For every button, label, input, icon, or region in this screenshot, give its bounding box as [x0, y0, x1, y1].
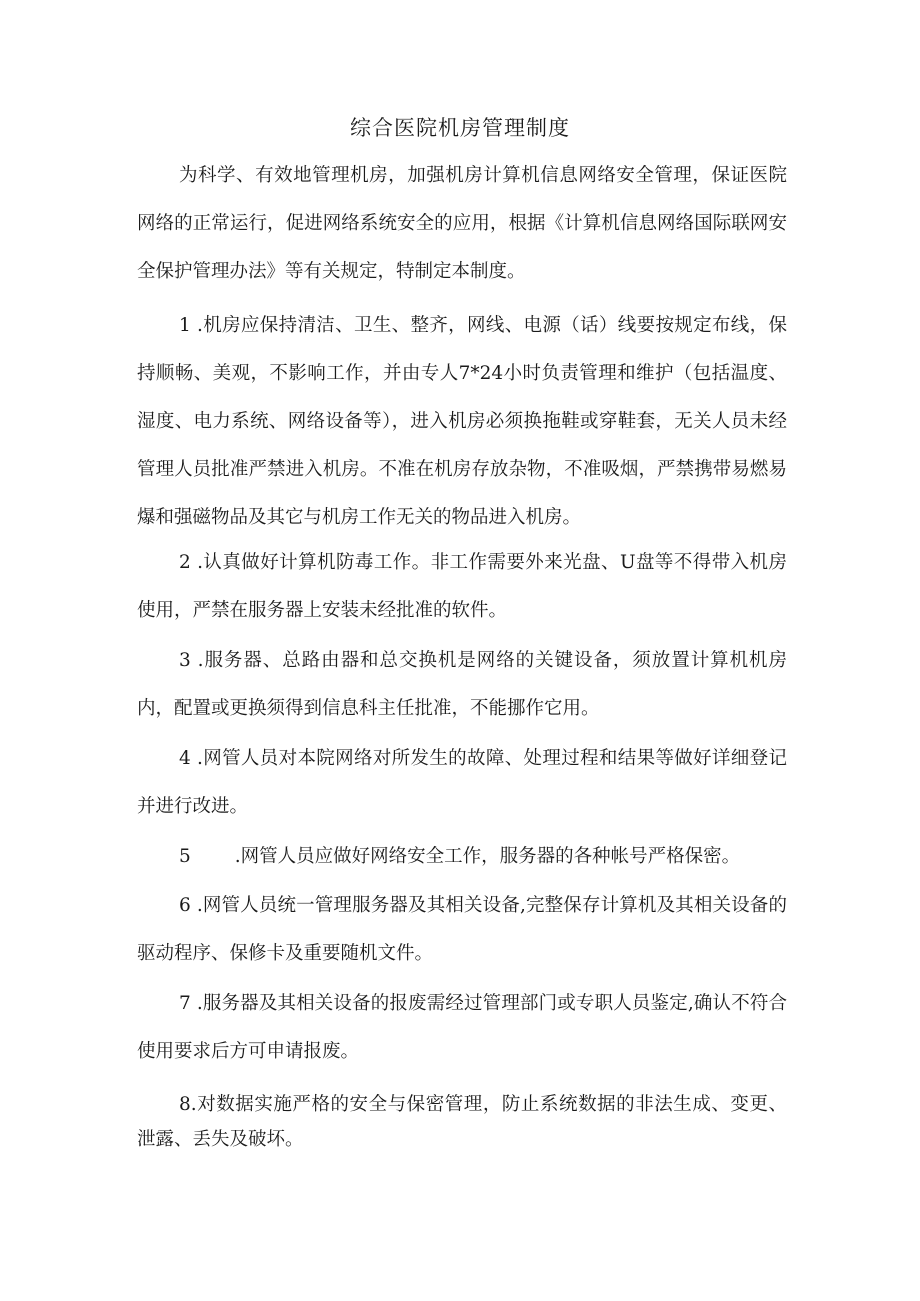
document-title: 综合医院机房管理制度: [350, 116, 570, 140]
rule-item-7: [137, 980, 787, 1076]
rule-number: 8: [179, 1094, 191, 1115]
rule-number: 1: [179, 315, 191, 336]
rule-number: 4: [179, 748, 191, 769]
rule-number: 3: [179, 650, 191, 671]
rule-item-6: [137, 882, 787, 978]
rule-text: .服务器、总路由器和总交换机是网络的关键设备，须放置计算机机房内，配置或更换须得到信息科主任批准，不能挪作它用。: [137, 650, 787, 719]
rule-item-3: [137, 637, 787, 733]
rule-item-5: [137, 833, 787, 881]
rule-item-8: [137, 1087, 787, 1157]
rule-number: 7: [179, 993, 191, 1014]
rule-number: 5: [179, 846, 191, 867]
rule-text: .网管人员对本院网络对所发生的故障、处理过程和结果等做好详细登记并进行改进。: [137, 748, 787, 817]
rule-text: .网管人员统一管理服务器及其相关设备,完整保存计算机及其相关设备的驱动程序、保修卡及重要随机文件。: [137, 895, 788, 964]
rule-text: .网管人员应做好网络安全工作，服务器的各种帐号严格保密。: [234, 846, 741, 867]
rule-text: .认真做好计算机防毒工作。非工作需要外来光盘、U盘等不得带入机房使用，严禁在服务器上安装未经批准的软件。: [137, 552, 787, 621]
rule-text: .机房应保持清洁、卫生、整齐，网线、电源（话）线要按规定布线，保持顺畅、美观，不影响工作，并由专人7*24小时负责管理和维护（包括温度、湿度、电力系统、网络设备等），进入机房必须换拖鞋或穿鞋套，无关人员未经管理人员批准严禁进入机房。不准在机房存放杂物，不准吸烟，严禁携带易燃易爆和强磁物品及其它与机房工作无关的物品进入机房。: [137, 315, 787, 528]
rule-number: 2: [179, 552, 191, 573]
intro-paragraph: 为科学、有效地管理机房，加强机房计算机信息网络安全管理，保证医院网络的正常运行，促进网络系统安全的应用，根据《计算机信息网络国际联网安全保护管理办法》等有关规定，特制定本制度。: [137, 165, 787, 282]
rule-item-2: [137, 539, 787, 635]
rule-text: .服务器及其相关设备的报废需经过管理部门或专职人员鉴定,确认不符合使用要求后方可申请报废。: [137, 993, 788, 1062]
rule-text: .对数据实施严格的安全与保密管理，防止系统数据的非法生成、变更、泄露、丢失及破坏。: [137, 1094, 787, 1150]
rule-item-1: [137, 302, 787, 542]
rule-number: 6: [179, 895, 191, 916]
rule-item-4: [137, 735, 787, 831]
